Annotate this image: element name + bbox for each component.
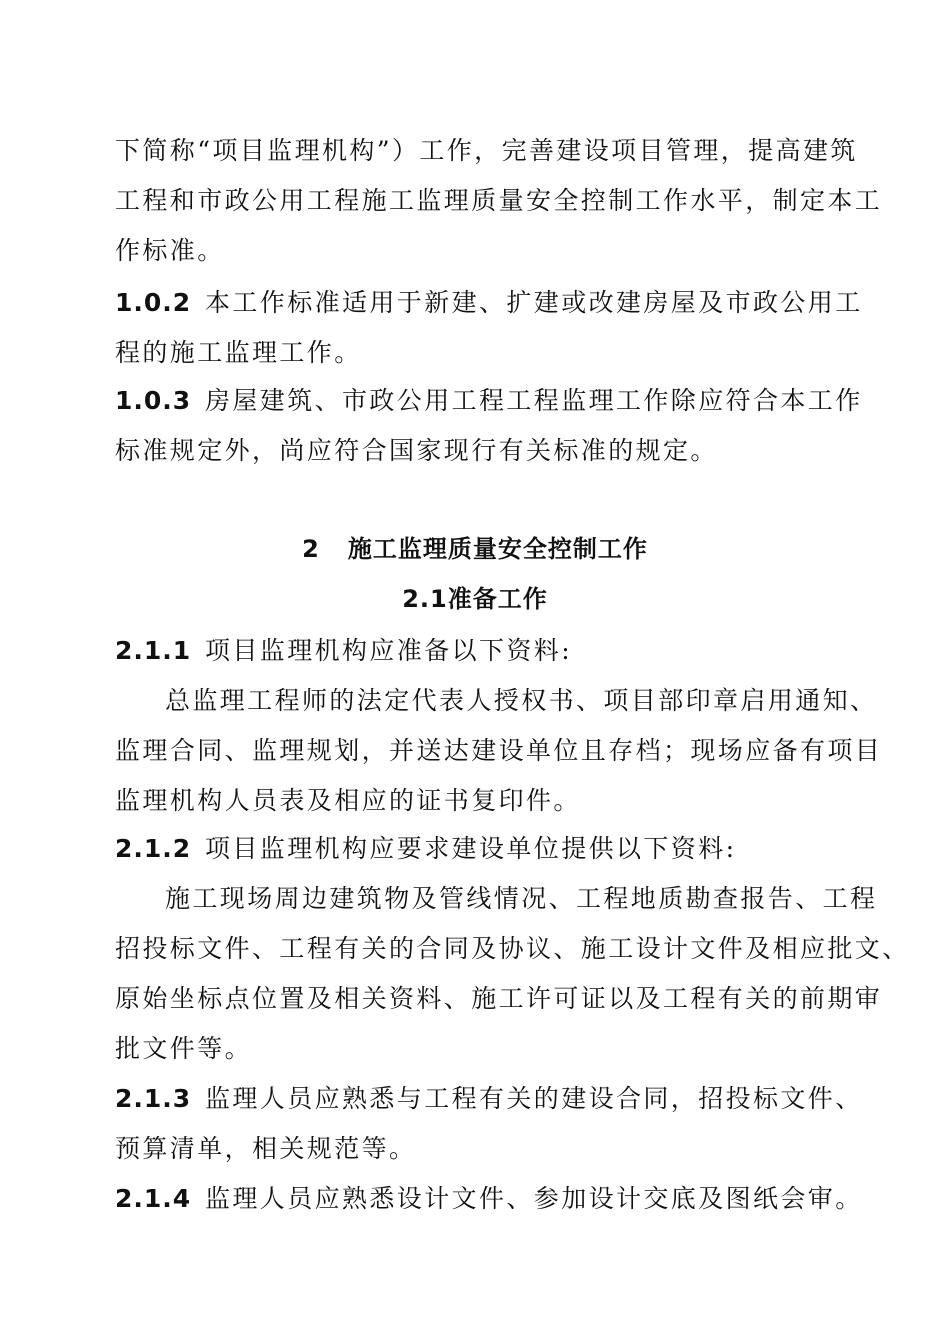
intro-line-1: 下简称“项目监理机构”）工作，完善建设项目管理，提高建筑: [115, 136, 858, 165]
intro-line-2: 工程和市政公用工程施工监理质量安全控制工作水平，制定本工: [115, 186, 883, 215]
clause-number: 1.0.2: [115, 288, 192, 317]
clause-number: 2.1.2: [115, 834, 192, 863]
clause-1-0-2: [115, 286, 863, 320]
chapter-title: 施工监理质量安全控制工作: [347, 535, 648, 563]
chapter-heading: [0, 532, 950, 566]
section-heading: 2.1准备工作: [402, 585, 548, 613]
clause-number: 1.0.3: [115, 386, 192, 415]
clause-2-1-3-line-2: 预算清单，相关规范等。: [115, 1134, 417, 1163]
clause-2-1-4: [115, 1182, 863, 1216]
clause-1-0-2-line-2: 程的施工监理工作。: [115, 338, 362, 367]
clause-text: 项目监理机构应要求建设单位提供以下资料:: [205, 834, 737, 863]
clause-2-1-3: [115, 1082, 863, 1116]
clause-text: 房屋建筑、市政公用工程工程监理工作除应符合本工作: [205, 386, 863, 415]
clause-2-1-2-body-1: 施工现场周边建筑物及管线情况、工程地质勘查报告、工程: [165, 884, 878, 913]
clause-text: 监理人员应熟悉与工程有关的建设合同，招投标文件、: [205, 1084, 863, 1113]
clause-text: 项目监理机构应准备以下资料:: [205, 636, 573, 665]
clause-1-0-3: [115, 384, 863, 418]
clause-2-1-2-body-4: 批文件等。: [115, 1034, 253, 1063]
clause-2-1-2: [115, 832, 736, 866]
clause-number: 2.1.3: [115, 1084, 192, 1113]
clause-2-1-2-body-2: 招投标文件、工程有关的合同及协议、施工设计文件及相应批文、: [115, 934, 910, 963]
clause-2-1-1-body-2: 监理合同、监理规划，并送达建设单位且存档；现场应备有项目: [115, 736, 883, 765]
clause-text: 监理人员应熟悉设计文件、参加设计交底及图纸会审。: [205, 1184, 863, 1213]
clause-number: 2.1.4: [115, 1184, 192, 1213]
chapter-number: 2: [302, 535, 320, 563]
intro-line-3: 作标准。: [115, 236, 225, 265]
clause-2-1-1-body-1: 总监理工程师的法定代表人授权书、项目部印章启用通知、: [165, 686, 878, 715]
clause-2-1-2-body-3: 原始坐标点位置及相关资料、施工许可证以及工程有关的前期审: [115, 984, 883, 1013]
clause-number: 2.1.1: [115, 636, 192, 665]
clause-2-1-1: [115, 634, 572, 668]
clause-1-0-3-line-2: 标准规定外，尚应符合国家现行有关标准的规定。: [115, 436, 718, 465]
clause-text: 本工作标准适用于新建、扩建或改建房屋及市政公用工: [205, 288, 863, 317]
clause-2-1-1-body-3: 监理机构人员表及相应的证书复印件。: [115, 786, 581, 815]
